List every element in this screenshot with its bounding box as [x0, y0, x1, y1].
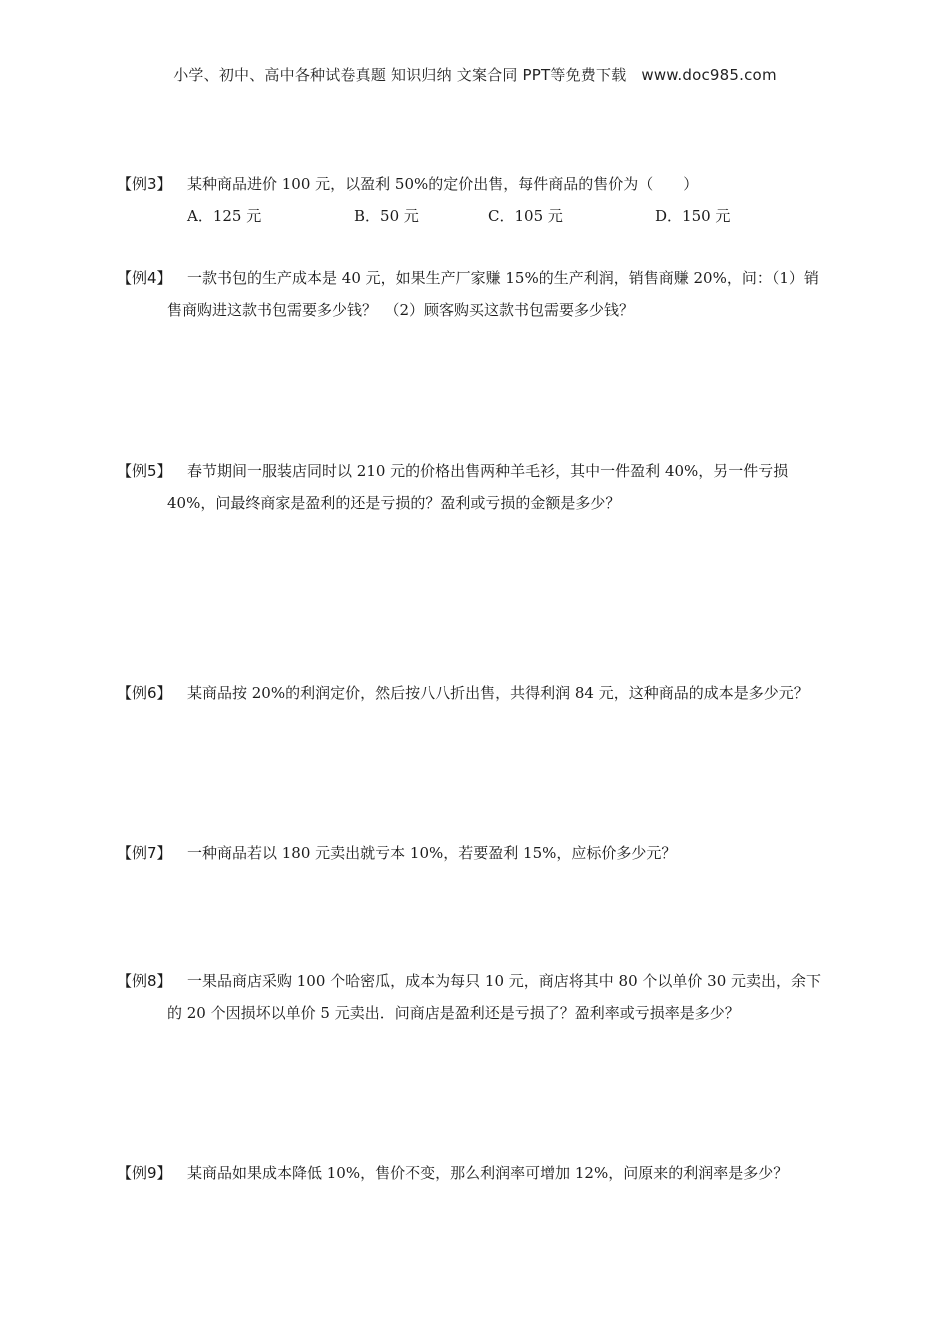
- problem-text: 一种商品若以 180 元卖出就亏本 10%，若要盈利 15%，应标价多少元？: [187, 844, 677, 862]
- problem-text-continued: 的 20 个因损坏以单价 5 元卖出．问商店是盈利还是亏损了？盈利率或亏损率是多少？: [167, 1004, 740, 1022]
- problem-example-9: [117, 1157, 867, 1189]
- problem-text: 一果品商店采购 100 个哈密瓜，成本为每只 10 元，商店将其中 80 个以单价 30 元卖出，余下: [187, 972, 822, 990]
- problem-text: 某商品按 20%的利润定价，然后按八八折出售，共得利润 84 元，这种商品的成本是多少元？: [187, 684, 809, 702]
- option-d: D．150 元: [655, 207, 731, 225]
- problem-example-3: [117, 168, 867, 232]
- problem-line: [117, 1157, 867, 1189]
- problem-line: [117, 168, 867, 200]
- problem-example-6: [117, 677, 867, 709]
- problem-text: 春节期间一服装店同时以 210 元的价格出售两种羊毛衫，其中一件盈利 40%，另一件亏损: [187, 462, 789, 480]
- problem-label: 【例6】: [117, 684, 172, 702]
- problem-line: [117, 677, 867, 709]
- problem-text: 某种商品进价 100 元，以盈利 50%的定价出售，每件商品的售价为（ ）: [187, 175, 699, 193]
- problem-line: [117, 837, 867, 869]
- problem-label: 【例7】: [117, 844, 172, 862]
- answer-options: [117, 200, 867, 232]
- problem-text: 某商品如果成本降低 10%，售价不变，那么利润率可增加 12%，问原来的利润率是多少？: [187, 1164, 789, 1182]
- problem-example-8: [117, 965, 867, 1029]
- header-text: 小学、初中、高中各种试卷真题 知识归纳 文案合同 PPT等免费下载: [173, 66, 627, 84]
- option-b: B．50 元: [354, 207, 419, 225]
- problem-text-continued: 40%，问最终商家是盈利的还是亏损的？盈利或亏损的金额是多少？: [167, 494, 621, 512]
- option-a: A．125 元: [187, 207, 262, 225]
- problem-label: 【例8】: [117, 972, 172, 990]
- page-header: [0, 64, 950, 85]
- problem-example-5: [117, 455, 867, 519]
- option-c: C．105 元: [488, 207, 563, 225]
- problem-line: [117, 262, 867, 294]
- problem-label: 【例3】: [117, 175, 172, 193]
- problem-label: 【例4】: [117, 269, 172, 287]
- problem-label: 【例9】: [117, 1164, 172, 1182]
- problem-line: [117, 965, 867, 997]
- problem-example-4: [117, 262, 867, 326]
- problem-text: 一款书包的生产成本是 40 元，如果生产厂家赚 15%的生产利润，销售商赚 20%，问：（1）销: [187, 269, 819, 287]
- problem-example-7: [117, 837, 867, 869]
- header-url: www.doc985.com: [641, 66, 777, 84]
- problem-text-continued: 售商购进这款书包需要多少钱？ （2）顾客购买这款书包需要多少钱？: [167, 301, 635, 319]
- problem-line: [117, 455, 867, 487]
- problem-label: 【例5】: [117, 462, 172, 480]
